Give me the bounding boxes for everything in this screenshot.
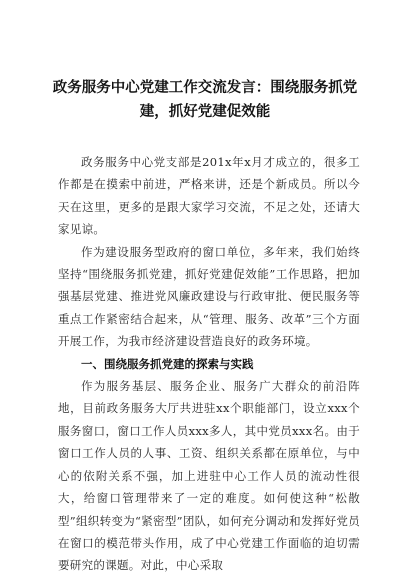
document-title: 政务服务中心党建工作交流发言：围绕服务抓党建，抓好党建促效能 xyxy=(52,80,358,120)
document-body xyxy=(58,151,360,577)
section-paragraph: 作为服务基层、服务企业、服务广大群众的前沿阵地，目前政务服务大厅共进驻xx个职能部门，设立xxx个服务窗口，窗口工作人员xxx多人，其中党员xxx名。由于窗口工作人员的人事、工资、组织关系都在原单位，与中心的依附关系不强，加上进驻中心工作人员的流动性很大，给窗口管理带来了一定的难度。如何使这种“松散型”组织转变为“紧密型”团队，如何充分调动和发挥好党员在窗口的模范带头作用，成了中心党建工作面临的迫切需要研究的课题。对此，中心采取 xyxy=(58,379,360,573)
approach-paragraph: 作为建设服务型政府的窗口单位，多年来，我们始终坚持“围绕服务抓党建，抓好党建促效能”工作思路，把加强基层党建、推进党风廉政建设与行政审批、便民服务等重点工作紧密结合起来，从“管理、服务、改革”三个方面开展工作，为我市经济建设营造良好的政务环境。 xyxy=(58,244,360,349)
section-heading: 一、围绕服务抓党建的探索与实践 xyxy=(81,356,254,371)
intro-paragraph: 政务服务中心党支部是201x年x月才成立的，很多工作都是在摸索中前进，严格来讲，还是个新成员。所以今天在这里，更多的是跟大家学习交流，不足之处，还请大家见谅。 xyxy=(58,155,360,237)
